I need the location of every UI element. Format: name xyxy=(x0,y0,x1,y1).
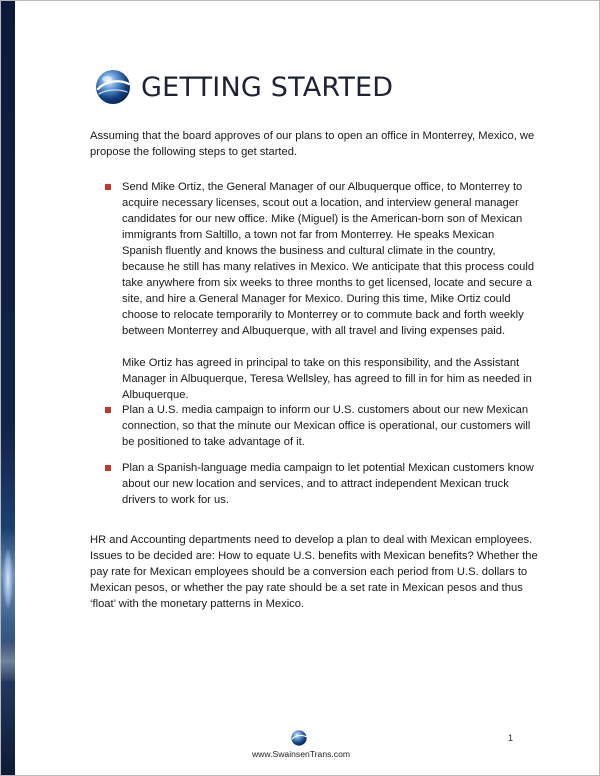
bullet-main-text: Send Mike Ortiz, the General Manager of our Albuquerque office, to Monterrey to acquire necessary licenses, scout out a location, and interview general manager candidates for our new office. Mike (Miguel) is the American-born son of Mexican immigrants from Saltillo, a town not far from Monterrey. He speaks Mexican Spanish fluently and knows the business and cultural climate in the country, because he still has many relatives in Mexico. We anticipate that this process could take anywhere from six weeks to three months to get licensed, locate and secure a site, and hire a General Manager for Mexico. During this time, Mike Ortiz could choose to relocate temporarily to Monterrey or to commute back and forth weekly between Monterrey and Albuquerque, with all travel and living expenses paid. xyxy=(122,181,535,337)
bullet-marker xyxy=(105,407,111,413)
footer-website-link[interactable]: www.SwainsenTrans.com xyxy=(251,749,351,759)
footer-globe-icon xyxy=(290,729,308,747)
bullet-text xyxy=(122,179,537,403)
bullet-subparagraph: Mike Ortiz has agreed in principal to take on this responsibility, and the Assistant Manager in Albuquerque, Teresa Wellsley, has agreed to fill in for him as needed in Albuquerque. xyxy=(122,357,532,401)
page-number: 1 xyxy=(508,733,514,743)
decorative-side-band xyxy=(1,1,15,776)
globe-icon xyxy=(93,67,133,107)
decorative-keyboard-strip xyxy=(1,641,15,681)
bullet-text: Plan a U.S. media campaign to inform our U.S. customers about our new Mexican connection, so that the minute our Mexican office is operational, our customers will be positioned to take advantage of it. xyxy=(122,404,531,448)
page-title: GETTING STARTED xyxy=(141,71,394,103)
bullet-marker xyxy=(105,465,111,471)
hr-paragraph: HR and Accounting departments need to develop a plan to deal with Mexican employees. Issues to be decided are: How to equate U.S. benefits with Mexican benefits? Whether the pay rate for Mexican employees should be a conversion each period from U.S. dollars to Mexican pesos, or whether the pay rate should be a set rate in Mexican pesos and thus ‘float’ with the monetary patterns in Mexico. xyxy=(90,534,538,610)
intro-paragraph: Assuming that the board approves of our plans to open an office in Monterrey, Mexico, we propose the following steps to get started. xyxy=(90,130,535,158)
bullet-marker xyxy=(105,184,111,190)
decorative-globe-glow xyxy=(3,549,13,609)
bullet-text: Plan a Spanish-language media campaign to let potential Mexican customers know about our new location and services, and to attract independent Mexican truck drivers to work for us. xyxy=(122,462,534,506)
title-row xyxy=(93,63,393,111)
